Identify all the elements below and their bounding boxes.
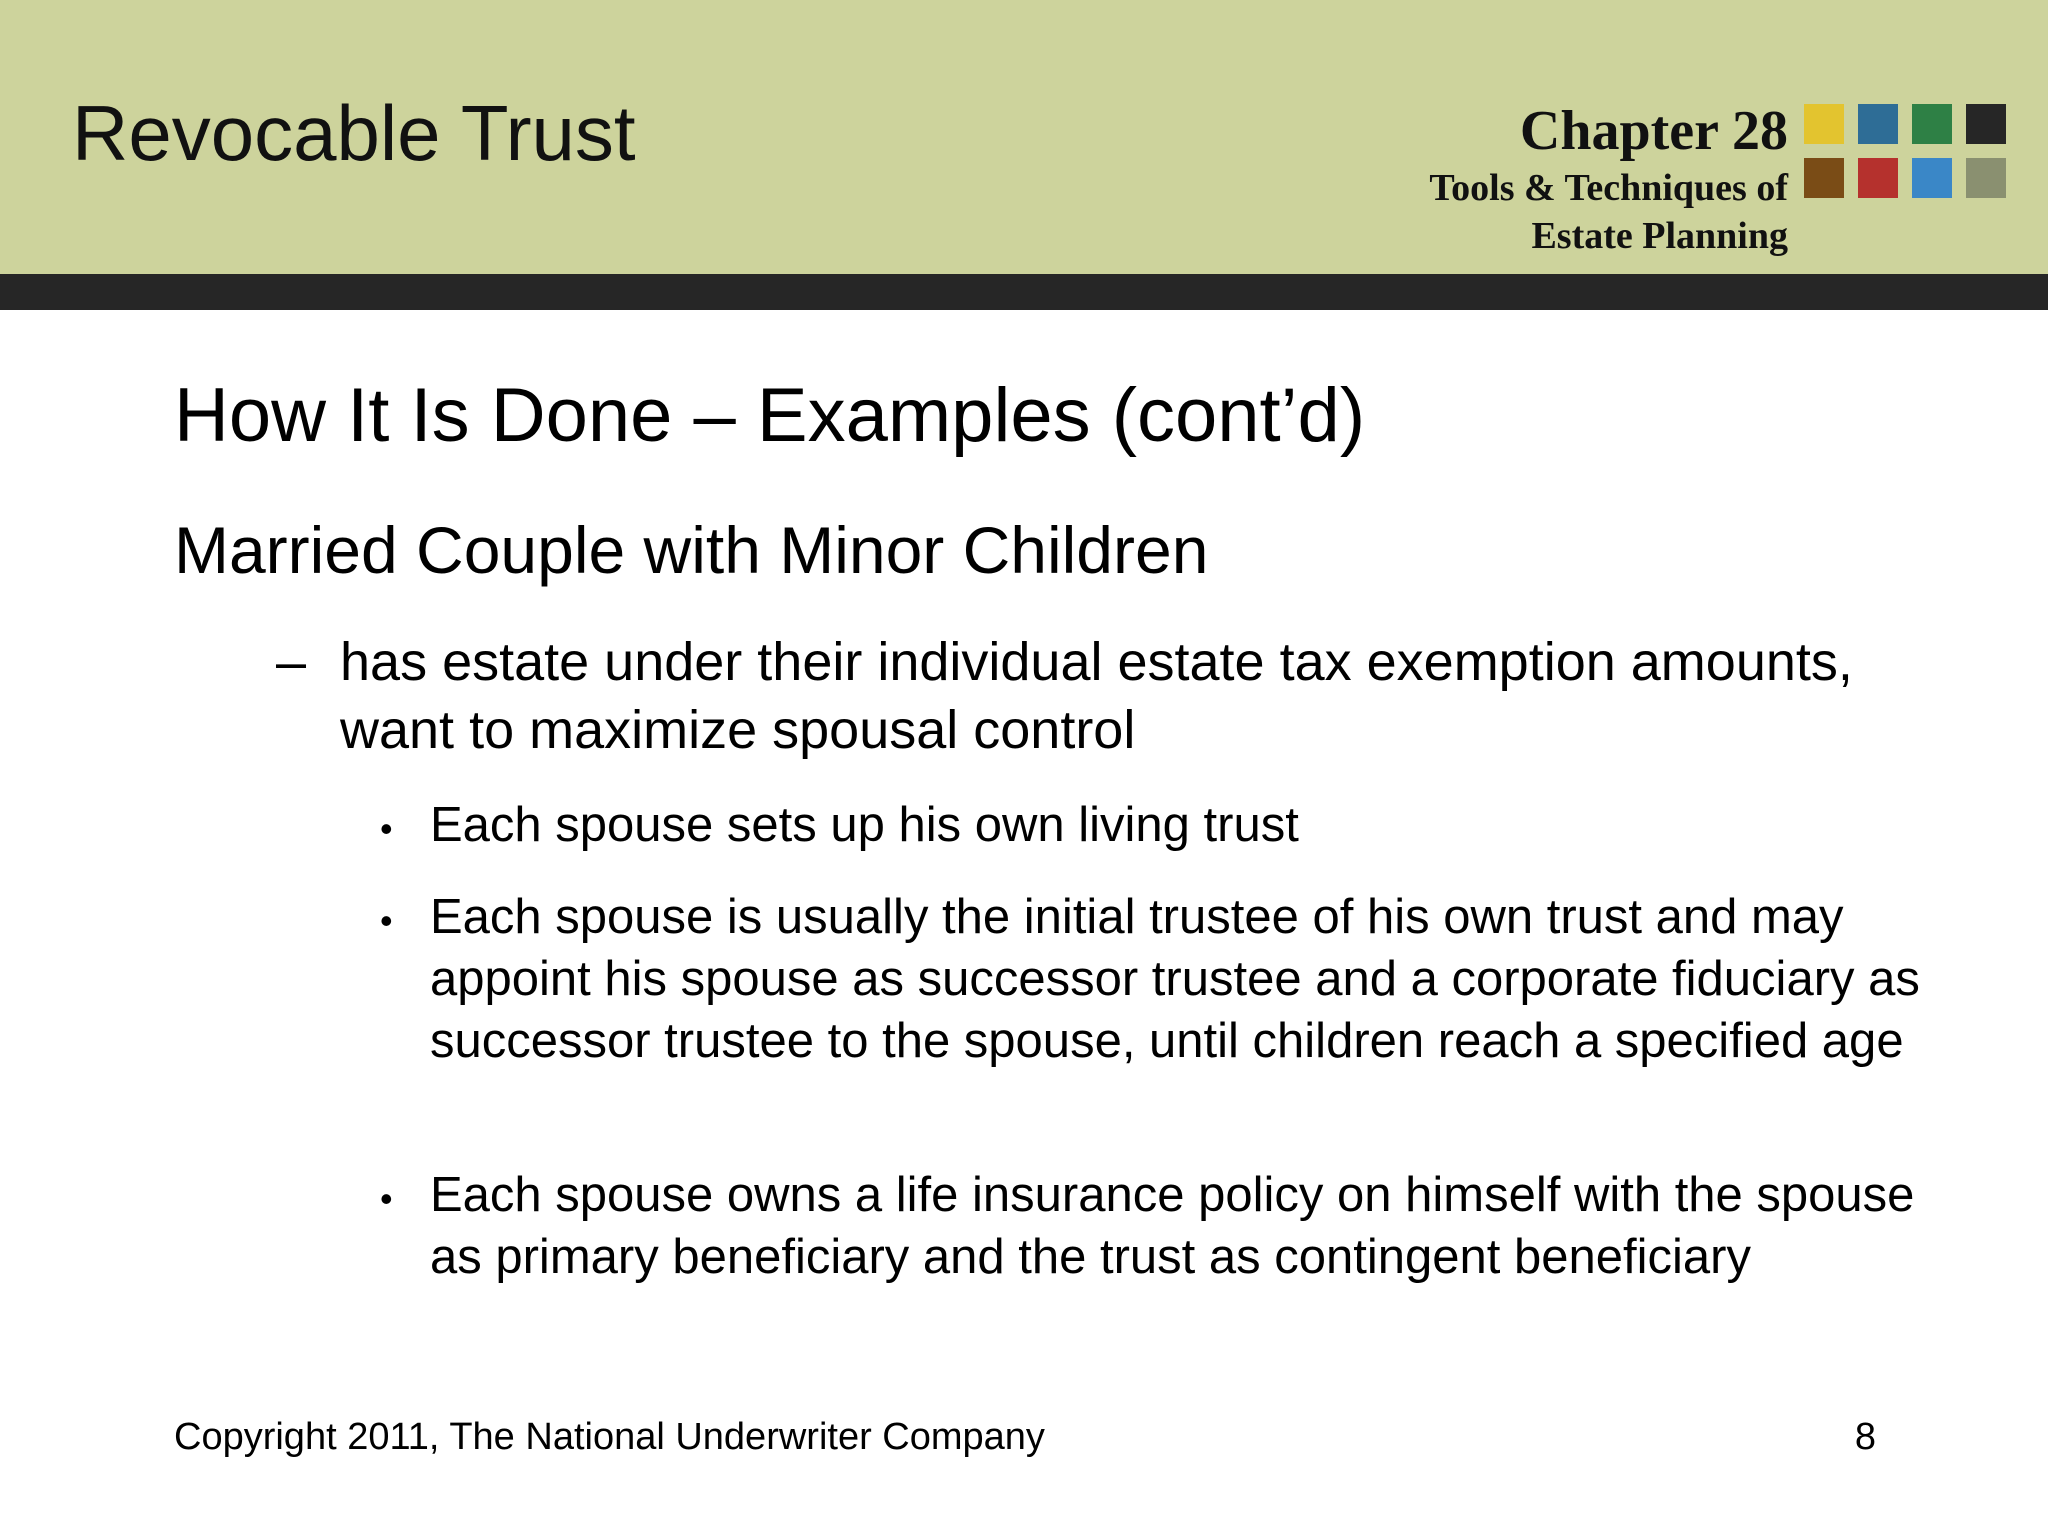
bullet-marker: •	[380, 900, 393, 941]
logo-square	[1804, 104, 1844, 144]
logo-square	[1966, 104, 2006, 144]
bullet-item: Each spouse is usually the initial trustee of his own trust and may appoint his spouse as successor trustee and a corporate fiduciary as successor trustee to the spouse, until children reach a specified age	[430, 890, 1920, 1068]
book-title-line-1: Tools & Techniques of	[1429, 167, 1788, 209]
bullet-marker: •	[380, 808, 393, 849]
logo-square	[1912, 104, 1952, 144]
chapter-number: Chapter 28	[1519, 100, 1788, 162]
deck-title: Revocable Trust	[72, 89, 636, 177]
bullet-item: Each spouse owns a life insurance policy on himself with the spouse as primary beneficiary and the trust as contingent beneficiary	[430, 1168, 1915, 1284]
page-number: 8	[1854, 1416, 1876, 1458]
chapter-block	[1429, 98, 1788, 260]
footer-copyright: Copyright 2011, The National Underwriter Company	[174, 1416, 1045, 1458]
slide-title: How It Is Done – Examples (cont’d)	[174, 373, 1366, 458]
dash-item-text: has estate under their individual estate tax exemption amounts, want to maximize spousal control	[340, 632, 1853, 760]
bullet-marker: •	[380, 1178, 393, 1219]
book-title-line-2: Estate Planning	[1531, 215, 1788, 257]
logo-square	[1804, 158, 1844, 198]
logo-square	[1858, 104, 1898, 144]
logo-square	[1912, 158, 1952, 198]
logo-square	[1858, 158, 1898, 198]
dash-marker: –	[276, 632, 307, 692]
bullet-item: Each spouse sets up his own living trust	[430, 798, 1299, 852]
color-squares-logo	[1804, 104, 2010, 204]
logo-square	[1966, 158, 2006, 198]
section-heading: Married Couple with Minor Children	[174, 513, 1209, 587]
header-divider-bar	[0, 274, 2048, 310]
